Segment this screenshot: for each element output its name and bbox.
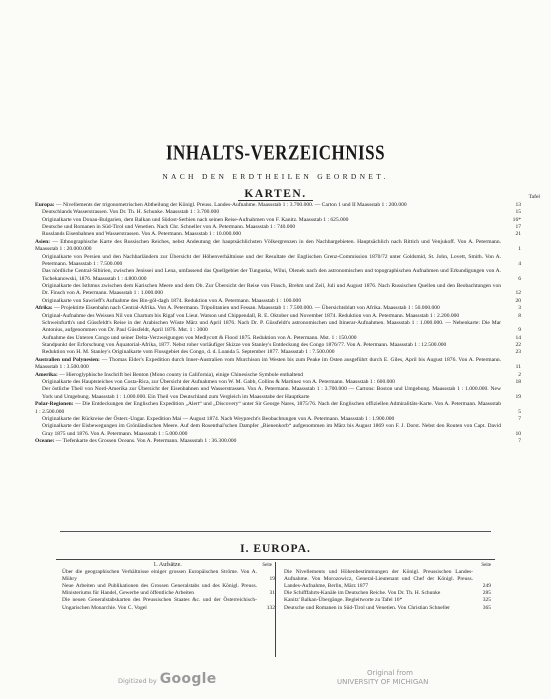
map-entry-text bbox=[35, 298, 507, 305]
map-region-section bbox=[35, 202, 521, 239]
map-entry-description: Aufnahme des Unteren Congo und seiner Delta-Verzweigungen von Medlycott & Flood 1875. Reduktion von A. Petermann. Mst. 1 : 150.000 bbox=[42, 334, 357, 341]
map-entry bbox=[35, 423, 521, 438]
article-entry bbox=[282, 597, 491, 604]
article-entry bbox=[60, 583, 275, 597]
map-entry-text bbox=[35, 423, 507, 438]
article-page-number: 325 bbox=[482, 597, 491, 604]
article-title: Neue Arbeiten und Publikationen des Grossen Generalstabs und des Königl. Preuss. Ministeriums für Handel, Gewerbe und öffentliche Arbeiten bbox=[62, 583, 257, 597]
karten-heading: KARTEN. bbox=[238, 188, 312, 201]
maps-list bbox=[35, 202, 521, 446]
tafel-number: 3 bbox=[518, 305, 521, 312]
tafel-number: 16* bbox=[512, 216, 521, 223]
article-page-number: 132 bbox=[266, 604, 275, 611]
map-entry bbox=[35, 305, 521, 312]
tafel-number: 18 bbox=[515, 379, 521, 385]
google-logo-text: Google bbox=[159, 671, 217, 687]
europa-section-title: I. EUROPA. bbox=[240, 543, 311, 555]
map-entry bbox=[35, 217, 521, 224]
tafel-number: 20 bbox=[515, 297, 521, 304]
tafel-number: 12 bbox=[515, 290, 521, 297]
tafel-number: 8 bbox=[518, 312, 521, 319]
map-entry-description: Der östliche Theil von Nord-Amerika zur Übersicht der Eisenbahnen und Wasserstrassen. Von A. Petermann. Maassstab 1 : 3.700.000 — Cartons: Boston und Umgebung. Maassstab 1 : 1.000.000. New York und Umgebung. Maassstab 1 : 1.000.000. Ein Theil von Deutschland zum Vergleich im Maassstabe der Hauptkarte bbox=[42, 386, 501, 400]
map-entry bbox=[35, 283, 521, 298]
university-name: UNIVERSITY OF MICHIGAN bbox=[337, 678, 429, 686]
seite-label-left: Seite bbox=[262, 563, 272, 568]
page-title: INHALTS-VERZEICHNISS bbox=[165, 140, 386, 165]
map-entry bbox=[35, 349, 521, 356]
map-entry-text bbox=[35, 202, 507, 209]
map-entry bbox=[35, 239, 521, 254]
map-entry-text bbox=[35, 209, 507, 216]
digitized-by-google bbox=[118, 671, 217, 687]
map-entry-text bbox=[35, 349, 507, 356]
map-entry-description: Originalkarte des Hauptsteiches von Costa-Rica, zur Übersicht der Aufnahmen von W. M. Gabb, Collins & Martinez von A. Petermann. Maassstab 1 : 600.000 bbox=[42, 379, 395, 385]
map-entry-text bbox=[35, 239, 507, 254]
map-entry-text bbox=[35, 231, 507, 238]
map-entry-text bbox=[35, 254, 507, 269]
article-title: Deutsche und Romanen in Süd-Tirol und Venetien. Von Christian Schneller bbox=[284, 604, 451, 611]
map-entry-description: — Ethnographische Karte des Russischen Reiches, nebst Andeutung der hauptsächlichsten Völkergrenzen in den Nachbargebieten. Hauptsächlich nach Rittich und Venjukoff. Von A. Petermann. Maassstab 1 : 20.000.000 bbox=[35, 238, 501, 253]
map-region-section bbox=[35, 305, 521, 356]
region-label: Australien und Polynesien: bbox=[35, 356, 100, 363]
map-region-section bbox=[35, 372, 521, 401]
article-page-number: 285 bbox=[482, 590, 491, 597]
article-title: Die neuen Generalstabskarten des Preussischen Staates &c. und der Österreichisch-Ungarischen Monarchie. Von C. Vogel bbox=[62, 597, 257, 611]
map-entry bbox=[35, 438, 521, 445]
seite-label-right: Seite bbox=[481, 563, 491, 568]
map-entry-description: Originalkarte der Rückreise der Österr.-Ungar. Expedition Mai — August 1874. Nach Weyprecht's Beobachtungen von A. Petermann. Maassstab 1 : 1.900.000 bbox=[42, 415, 395, 422]
digitized-by-text: Digitized by bbox=[118, 677, 157, 685]
tafel-number: 5 bbox=[518, 408, 521, 415]
map-entry-description: Schweinfurth's und Güssfeldt's Reise in der Arabischen Wüste März und April 1876. Nach Dr. P. Güssfeldt's astronomischen und Itinerar-Aufnahmen. Maassstab 1 : 1.000.000. — Nebenkarte: Die Mar Antonius, aufgenommen von Dr. Paul Güssfeldt, April 1876. Mst. 1 : 3000 bbox=[42, 319, 501, 334]
tafel-number: 2 bbox=[518, 371, 521, 378]
map-entry bbox=[35, 372, 521, 379]
map-entry-description: — Projektirte Eisenbahn nach Central-Afrika. Von A. Petermann. Tripolitanien und Fessan. Maassstab 1 : 7.500.000. — Übersichtsblatt von Afrika. Maassstab 1 : 50.000.000 bbox=[53, 305, 440, 312]
tafel-number: 21 bbox=[515, 231, 521, 238]
original-from-credit bbox=[337, 669, 428, 687]
region-label: Asien: bbox=[35, 238, 51, 245]
article-page-number: 31 bbox=[269, 590, 275, 597]
map-entry bbox=[35, 209, 521, 216]
map-entry-text bbox=[35, 438, 507, 445]
article-page-number: 249 bbox=[482, 583, 491, 590]
tafel-number: 23 bbox=[515, 349, 521, 356]
europa-columns bbox=[60, 562, 491, 657]
map-entry bbox=[35, 386, 521, 401]
article-entry bbox=[282, 605, 491, 612]
right-articles-list bbox=[282, 569, 491, 612]
tafel-number: 13 bbox=[515, 202, 521, 208]
article-title: Die Schifffahrts-Kanäle im Deutschen Reiche. Von Dr. Th. H. Schunke bbox=[284, 590, 441, 597]
region-label: Oceane: bbox=[35, 438, 55, 445]
map-entry-description: — Tiefenkarte des Grossen Oceans. Von A. Petermann. Maassstab 1 : 36.300.000 bbox=[55, 438, 237, 445]
page-subtitle: NACH DEN ERDTHEILEN GEORDNET. bbox=[162, 172, 389, 181]
tafel-number: 7 bbox=[518, 415, 521, 422]
map-entry-description: Originalkarte der Eisbewegungen im Grönländischen Meere. Auf dem Rosenthal'schen Dampfer „Bienenkorb“ aufgenommen im März bis August 1869 von F. J. Dorst. Nebst den Routen von Capt. David Gray 1875 und 1876. Von A. Petermann. Maassstab 1 : 5.000.000 bbox=[42, 423, 501, 437]
map-entry-text bbox=[35, 268, 507, 283]
map-entry-description: — Die Entdeckungen der Englischen Expedition „Alert“ und „Discovery“ unter Sir George Nares, 1875/76. Nach der Englischen offiziellen Admiralitäts-Karte. Von A. Petermann. Maassstab 1 : 2.500.000 bbox=[35, 401, 501, 415]
map-entry-description: Originalkarte von Persien und den Nachbarländern zur Übersicht der Höhenverhältnisse und der Resultate der Englischen Grenz-Commission 1870/72 unter Goldsmid, St. John, Lovett, Smith. Von A. Petermann. Maassstab 1 : 7.500.000 bbox=[42, 253, 501, 267]
map-entry-text bbox=[35, 372, 507, 379]
map-entry-text bbox=[35, 224, 507, 231]
karten-header bbox=[0, 184, 551, 202]
article-entry bbox=[60, 597, 275, 611]
tafel-number: 19 bbox=[515, 393, 521, 400]
map-region-section bbox=[35, 401, 521, 438]
map-entry-description: Russlands Eisenbahnen und Wasserstrassen. Von A. Petermann. Maassstab 1 : 10.000.000 bbox=[42, 231, 242, 238]
map-entry-description: Reduktion von H. M. Stanley's Originalkarte vom Flussgebiet des Congo, d. d. Loanda 5. September 1877. Maassstab 1 : 7.500.000 bbox=[42, 349, 335, 356]
article-title: Die Nivellements und Höhenbestimmungen der Königl. Preussischen Landes-Aufnahme. Von Morozowicz, General-Lieutenant und Chef der Königl. Preuss. Landes-Aufnahme, Berlin, März 1877 bbox=[284, 569, 473, 590]
aufsaetze-list bbox=[60, 569, 275, 612]
tafel-number: 9 bbox=[518, 327, 521, 334]
map-entry-text bbox=[35, 320, 507, 335]
map-entry bbox=[35, 224, 521, 231]
map-entry-text bbox=[35, 401, 507, 416]
map-entry-description: — Nivellements der trigonometrischen Abtheilung der Königl. Preuss. Landes-Aufnahme. Maassstab 1 : 3.700.000. — Carton 1 und II Maassstab 1 : 200.000 bbox=[56, 202, 407, 208]
map-entry-description: Originalkarte von Sawrieff's Aufnahme des Bin-göl-dagh 1874. Reduktion von A. Petermann. Maassstab 1 : 100.000 bbox=[42, 297, 302, 304]
map-entry-description: Das nördliche Central-Sibirien, zwischen Jenissei und Lena, umfassend das Quellgebiet der Tunguska, Wilui, Olenek nach den astronomischen und topographischen Aufnahmen und Erkundigungen von A. Tschekanowski, 1876. Maassstab 1 : 4.800.000 bbox=[42, 268, 501, 282]
article-page-number: 365 bbox=[482, 604, 491, 611]
map-entry bbox=[35, 254, 521, 269]
map-entry bbox=[35, 298, 521, 305]
tafel-number: 4 bbox=[518, 260, 521, 267]
region-label: Amerika: bbox=[35, 371, 58, 378]
map-region-section bbox=[35, 438, 521, 445]
map-entry bbox=[35, 268, 521, 283]
map-entry-text bbox=[35, 357, 507, 372]
map-entry-text bbox=[35, 313, 507, 320]
map-entry-text bbox=[35, 305, 507, 312]
map-entry bbox=[35, 401, 521, 416]
map-entry bbox=[35, 231, 521, 238]
region-label: Polar-Regionen: bbox=[35, 401, 74, 408]
region-label: Europa: bbox=[35, 202, 55, 208]
map-entry bbox=[35, 342, 521, 349]
tafel-number: 22 bbox=[515, 341, 521, 348]
tafel-number: 10 bbox=[515, 430, 521, 437]
map-entry bbox=[35, 202, 521, 209]
map-entry bbox=[35, 335, 521, 342]
article-entry bbox=[282, 569, 491, 590]
article-title: Über die geographischen Verhältnisse einiger grossen Europäischen Ströme. Von A. Mühry bbox=[62, 569, 257, 583]
tafel-number: 11 bbox=[515, 364, 521, 371]
map-entry-description: Deutschlands Wasserstrassen. Von Dr. Th. H. Schunke. Maassstab 1 : 3.700.000 bbox=[42, 209, 220, 216]
tafel-number: 1 bbox=[518, 246, 521, 253]
map-entry bbox=[35, 313, 521, 320]
europa-left-column bbox=[60, 562, 276, 657]
map-entry-text bbox=[35, 342, 507, 349]
map-entry-text bbox=[35, 217, 507, 224]
article-entry bbox=[60, 569, 275, 583]
aufsaetze-heading: 1. Aufsätze. bbox=[153, 562, 182, 568]
original-from-text: Original from bbox=[367, 669, 413, 677]
tafel-number: 7 bbox=[518, 438, 521, 445]
map-entry-description: Standpunkt der Erforschung von Äquatorial-Afrika, 1877. Nebst roher vorläufiger Skizze von Stanley's Entdeckung des Congo 1876/77. Von A. Petermann. Maassstab 1 : 12.500.000 bbox=[42, 341, 447, 348]
map-entry-description: Original-Aufnahme des Weissen Nil von Chartum bis Rigaf von Lieut. Watson und Chippendall, R. E. Oktober und November 1874. Reduktion von A. Petermann. Maassstab 1 : 2.200.000 bbox=[42, 312, 460, 319]
map-entry-description: — Thomas Elder's Expedition durch Inner-Australien vom Murchison im Westen bis zum Peake im Osten ausgeführt durch E. Giles, April bis August 1876. Von A. Petermann. Maassstab 1 : 3.500.000 bbox=[35, 356, 502, 371]
section-divider bbox=[60, 531, 491, 532]
map-entry-text bbox=[35, 335, 507, 342]
right-column-heading-spacer bbox=[282, 562, 491, 569]
region-label: Afrika: bbox=[35, 305, 53, 312]
tafel-number: 14 bbox=[515, 334, 521, 341]
article-page-number: 19 bbox=[269, 576, 275, 583]
column-header-divider bbox=[56, 559, 495, 560]
map-entry-text bbox=[35, 283, 507, 298]
map-entry-description: Originalkarte des Isthmus zwischen dem Karischen Meere und dem Ob. Zur Übersicht der Reise von Finsch, Brehm und Zeil, Juli und August 1876. Nach Russischen Quellen und den Beobachtungen von Dr. Finsch von A. Petermann. Maassstab 1 : 1.000.000 bbox=[42, 282, 501, 297]
map-entry-description: — Hieroglyphische Inschrift bei Benton (Mono county in California), einige Chinesische Symbole enthaltend bbox=[59, 371, 304, 378]
map-region-section bbox=[35, 357, 521, 372]
map-entry-description: Originalkarte von Donau-Bulgarien, dem Balkan und Südost-Serbien nach seinen Reise-Aufnahmen von F. Kanitz. Maassstab 1 : 625.000 bbox=[42, 216, 349, 223]
tafel-number: 6 bbox=[518, 275, 521, 282]
map-entry-description: Deutsche und Romanen in Süd-Tirol und Venetien. Nach Chr. Schneller von A. Petermann. Maassstab 1 : 740.000 bbox=[42, 224, 296, 231]
map-entry-text bbox=[35, 386, 507, 401]
map-entry bbox=[35, 320, 521, 335]
tafel-number: 15 bbox=[515, 209, 521, 216]
tafel-number: 17 bbox=[515, 224, 521, 231]
map-region-section bbox=[35, 239, 521, 305]
europa-right-column bbox=[276, 562, 491, 657]
tafel-column-label: Tafel bbox=[528, 194, 540, 200]
map-entry bbox=[35, 357, 521, 372]
article-title: Kanitz' Balkan-Übergänge. Begleitworte zu Tafel 16* bbox=[284, 597, 403, 604]
